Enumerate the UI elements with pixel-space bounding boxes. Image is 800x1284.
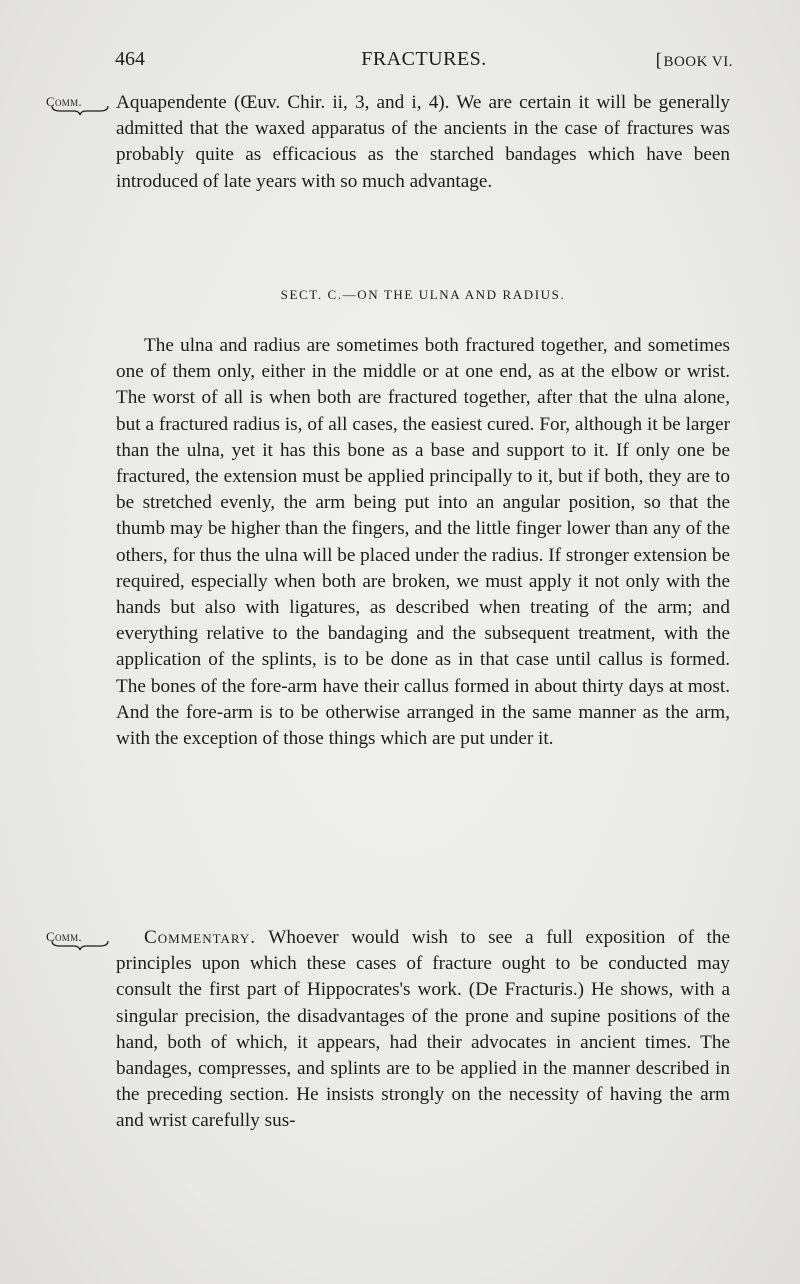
bracket-glyph: [	[655, 50, 663, 71]
section-title: SECT. C.—ON THE ULNA AND RADIUS.	[280, 287, 566, 302]
intro-text: Aquapendente (Œuv. Chir. ii, 3, and i, 4). We are certain it will be generally admitted that the waxed apparatus of the ancients in the case of fractures was probably quite as efficacious as the starched bandages which have been introduced of late years with so much advantage.	[116, 92, 730, 192]
commentary-body: Whoever would wish to see a full exposition of the principles upon which these cases of fracture ought to be conducted may consult the first part of Hippocrates's work. (De Fracturis.) He shows, with a singular precision, the disadvantages of the prone and supine positions of the hand, both of which, it appears, had their advocates in ancient times. The bandages, compresses, and splints are to be applied in the manner described in the preceding section. He insists strongly on the necessity of having the arm and wrist carefully sus-	[116, 927, 730, 1132]
margin-note-comm	[46, 929, 116, 951]
book-reference	[656, 50, 733, 72]
commentary-text	[116, 925, 730, 1135]
intro-paragraph	[116, 90, 730, 195]
margin-note-label: Comm.	[46, 94, 82, 109]
margin-note-label: Comm.	[46, 929, 82, 944]
page-number: 464	[115, 48, 145, 70]
book-reference-text: BOOK VI.	[663, 54, 733, 70]
main-text: The ulna and radius are sometimes both fractured together, and sometimes one of them only, either in the middle or at one end, as at the elbow or wrist. The worst of all is when both are fractured together, after that the ulna alone, but a fractured radius is, of all cases, the easiest cured. For, although it be larger than the ulna, yet it has this bone as a base and support to it. If only one be fractured, the extension must be applied principally to it, but if both, they are to be stretched evenly, the arm being put into an angular position, so that the thumb may be higher than the fingers, and the little finger lower than any of the others, for thus the ulna will be placed under the radius. If stronger extension be required, especially when both are broken, we must apply it not only with the hands but also with ligatures, as described when treating of the arm; and everything relative to the bandaging and the subsequent treatment, with the application of the splints, is to be done as in that case until callus is formed. The bones of the fore-arm have their callus formed in about thirty days at most. And the fore-arm is to be otherwise arranged in the same manner as the arm, with the exception of those things which are put under it.	[116, 335, 730, 750]
commentary-label: Commentary.	[144, 927, 257, 948]
commentary-paragraph	[116, 925, 730, 1135]
main-paragraph	[116, 333, 730, 752]
running-title: FRACTURES.	[361, 48, 487, 70]
margin-note-comm	[46, 94, 116, 116]
running-header	[115, 44, 733, 74]
